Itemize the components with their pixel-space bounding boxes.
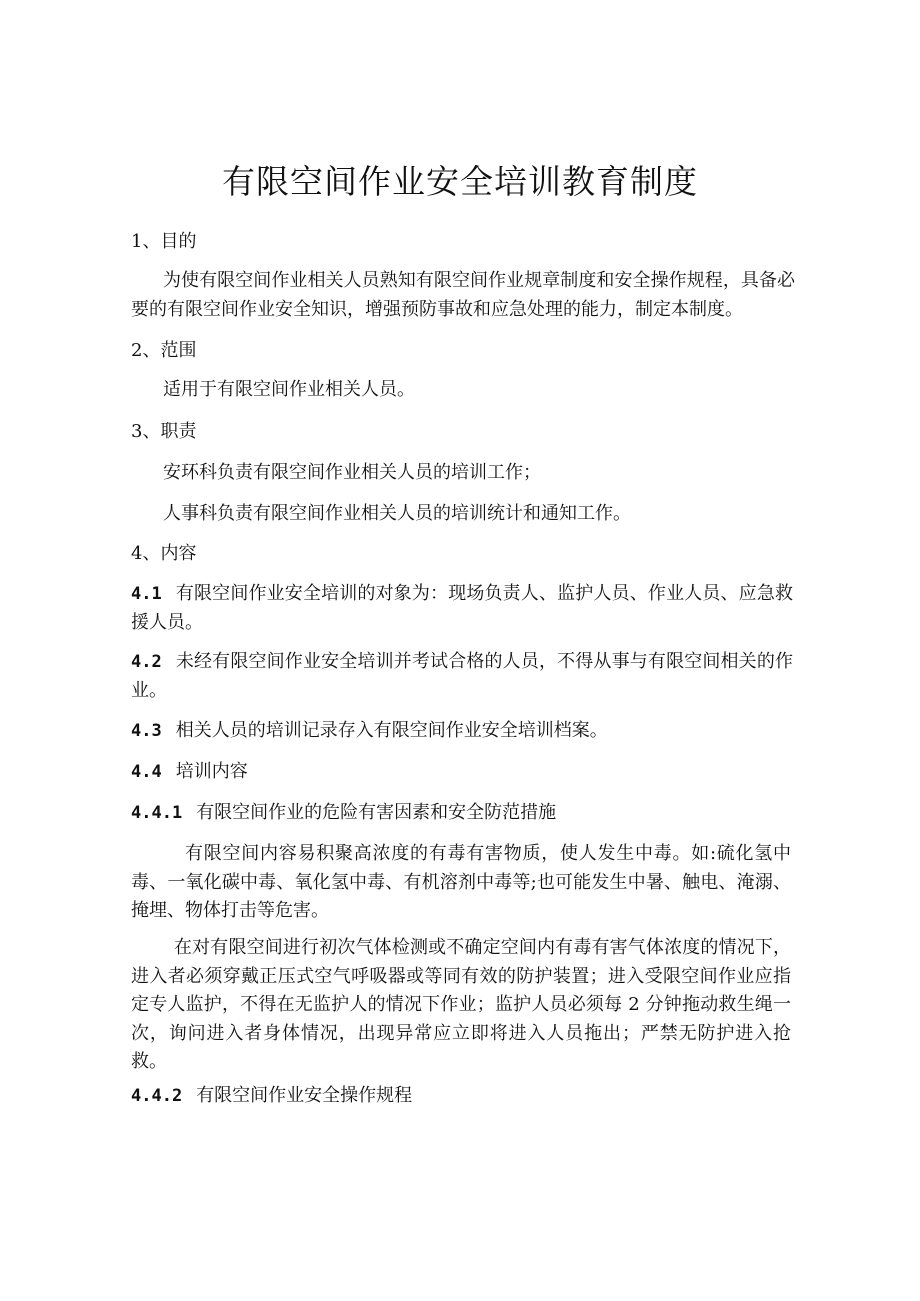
item-4-2 [131,648,793,705]
item-4-4-1-number: 4.4.1 [131,803,183,823]
section-1-heading: 1、目的 [131,231,197,252]
item-4-3-number: 4.3 [131,721,162,741]
item-4-2-number: 4.2 [131,652,162,672]
section-2-heading: 2、范围 [131,340,197,361]
document-title: 有限空间作业安全培训教育制度 [222,162,698,201]
section-1-text: 为使有限空间作业相关人员熟知有限空间作业规章制度和安全操作规程，具备必要的有限空间作业安全知识，增强预防事故和应急处理的能力，制定本制度。 [131,270,795,320]
item-4-1-text: 有限空间作业安全培训的对象为：现场负责人、监护人员、作业人员、应急救援人员。 [131,583,793,633]
gas-detection-paragraph: 在对有限空间进行初次气体检测或不确定空间内有毒有害气体浓度的情况下，进入者必须穿戴正压式空气呼吸器或等同有效的防护装置；进入受限空间作业应指定专人监护，不得在无监护人的情况下作业；监护人员必须每 2 分钟拖动救生绳一次，询问进入者身体情况，出现异常应立即将进入人员拖出；严禁无防护进入抢救。 [131,937,791,1072]
section-4-heading: 4、内容 [131,543,197,564]
item-4-4-text: 培训内容 [175,761,248,782]
item-4-2-text: 未经有限空间作业安全培训并考试合格的人员，不得从事与有限空间相关的作业。 [131,651,793,701]
section-2-text: 适用于有限空间作业相关人员。 [163,379,415,400]
item-4-4-1 [131,799,556,827]
section-3-text-1: 安环科负责有限空间作业相关人员的培训工作； [163,462,541,483]
item-4-3-text: 相关人员的培训记录存入有限空间作业安全培训档案。 [175,720,608,741]
item-4-4-1-text: 有限空间作业的危险有害因素和安全防范措施 [196,802,557,823]
item-4-4-number: 4.4 [131,762,162,782]
item-4-4-2-text: 有限空间作业安全操作规程 [196,1085,413,1106]
item-4-4-2 [131,1082,412,1110]
hazard-paragraph: 有限空间内容易积聚高浓度的有毒有害物质，使人发生中毒。如:硫化氢中毒、一氧化碳中毒、氧化氢中毒、有机溶剂中毒等;也可能发生中暑、触电、淹溺、掩埋、物体打击等危害。 [131,843,791,921]
section-3-text-2: 人事科负责有限空间作业相关人员的培训统计和通知工作。 [163,503,631,524]
section-3-heading: 3、职责 [131,421,197,442]
item-4-1-number: 4.1 [131,584,162,604]
item-4-4-2-number: 4.4.2 [131,1086,183,1106]
item-4-3 [131,717,608,745]
item-4-1 [131,580,793,637]
item-4-4 [131,758,248,786]
